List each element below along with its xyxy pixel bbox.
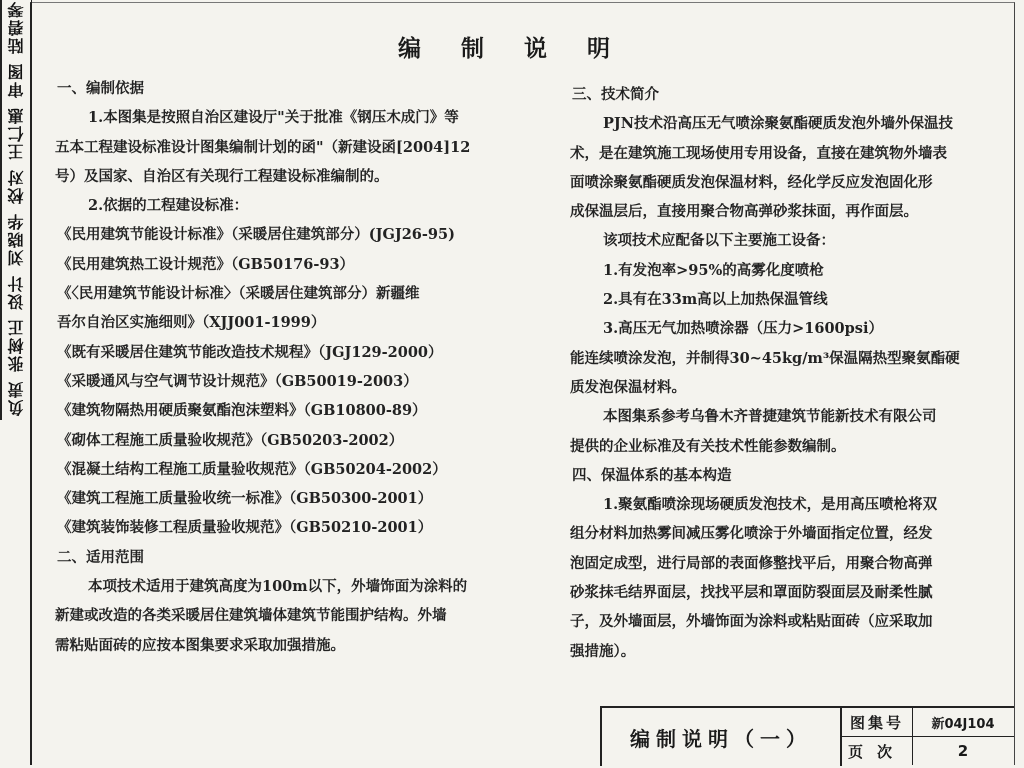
side-cell: 王仁惠 (2, 102, 32, 164)
text-line: PJN技术沿高压无气喷涂聚氨酯硬质发泡外墙外保温技 (603, 115, 954, 133)
text-line: 1.有发泡率>95%的高雾化度喷枪 (603, 261, 824, 279)
text-line: 《砌体工程施工质量验收规范》（GB50203-2002） (57, 431, 404, 449)
text-line: 提供的企业标准及有关技术性能参数编制。 (570, 437, 846, 455)
text-line: 3.高压无气加热喷涂器（压力>1600psi） (603, 320, 883, 338)
text-line: 一、编制依据 (57, 80, 144, 97)
text-line: 吾尔自治区实施细则》（XJJ001-1999） (57, 314, 326, 332)
left-column (55, 74, 510, 660)
text-line: 需粘贴面砖的应按本图集要求采取加强措施。 (55, 636, 345, 654)
title-block (600, 706, 1014, 766)
text-line: 1.聚氨酯喷涂现场硬质发泡技术，是用高压喷枪将双 (603, 496, 938, 514)
text-line: 《采暖通风与空气调节设计规范》（GB50019-2003） (57, 372, 418, 390)
text-line: 本项技术适用于建筑高度为100m以下，外墙饰面为涂料的 (88, 578, 468, 596)
text-line: 新建或改造的各类采暖居住建筑墙体建筑节能围护结构。外墙 (55, 607, 447, 625)
text-line: 术，是在建筑施工现场使用专用设备，直接在建筑物外墙表 (570, 144, 947, 162)
text-line: 本图集系参考乌鲁木齐普捷建筑节能新技术有限公司 (603, 408, 937, 426)
text-line: 《建筑装饰装修工程质量验收规范》（GB50210-2001） (57, 519, 433, 537)
text-line: 成保温层后，直接用聚合物高弹砂浆抹面，再作面层。 (570, 203, 918, 221)
text-line: 能连续喷涂发泡，并制得30~45kg/m³保温隔热型聚氨酯硬 (570, 349, 960, 367)
side-cell: 张树正 (2, 314, 32, 376)
text-line: 二、适用范围 (57, 548, 144, 566)
page-number-label: 页次 (842, 737, 913, 765)
text-line: 三、技术简介 (572, 86, 659, 103)
page-number-value: 2 (957, 742, 969, 760)
side-cell: 陆碧琴 (2, 0, 32, 58)
text-line: 《民用建筑节能设计标准》（采暖居住建筑部分）(JGJ26-95) (57, 226, 455, 244)
text-line: 号）及国家、自治区有关现行工程建设标准编制的。 (55, 167, 389, 185)
text-line: 《民用建筑热工设计规范》（GB50176-93） (57, 255, 355, 273)
text-line: 质发泡保温材料。 (570, 378, 686, 396)
side-cell: 负责 (2, 376, 32, 420)
side-cell: 刘晓华 (2, 208, 32, 270)
text-line: 2.具有在33m高以上加热保温管线 (603, 291, 828, 309)
text-line: 泡固定成型，进行局部的表面修整找平后，用聚合物高弹 (570, 554, 933, 572)
text-line: 《既有采暖居住建筑节能改造技术规程》（JGJ129-2000） (57, 343, 443, 361)
text-line: 强措施）。 (570, 642, 636, 660)
document-title: 编 制 说 明 (397, 35, 627, 62)
text-line: 1.本图集是按照自治区建设厅"关于批准《钢压木成门》等 (88, 109, 459, 127)
text-line: 《混凝土结构工程施工质量验收规范》（GB50204-2002） (57, 460, 447, 478)
side-cell: 审图 (2, 58, 32, 102)
text-line: 《建筑工程施工质量验收统一标准》（GB50300-2001） (57, 490, 433, 508)
text-line: 砂浆抹毛结界面层，找找平层和罩面防裂面层及耐柔性腻 (570, 584, 933, 602)
text-line: 子，及外墙面层，外墙饰面为涂料或粘贴面砖（应采取加 (570, 613, 933, 631)
text-line: 组分材料加热雾间减压雾化喷涂于外墙面指定位置，经发 (570, 525, 933, 543)
text-line: 《建筑物隔热用硬质聚氨酯泡沫塑料》（GB10800-89） (57, 402, 427, 420)
side-cell: 校对 (2, 164, 32, 208)
text-line: 四、保温体系的基本构造 (572, 466, 732, 484)
text-line: 2.依据的工程建设标准： (88, 197, 249, 215)
text-line: 面喷涂聚氨酯硬质发泡保温材料，经化学反应发泡固化形 (570, 173, 933, 191)
atlas-number-value: 新04J104 (913, 708, 1013, 737)
text-line: 《〈民用建筑节能设计标准〉（采暖居住建筑部分）新疆维 (57, 285, 420, 303)
atlas-number-label: 图集号 (842, 708, 913, 737)
side-cell: 设计 (2, 270, 32, 314)
signature-strip (0, 0, 32, 420)
text-line: 该项技术应配备以下主要施工设备： (603, 232, 835, 250)
text-line: 五本工程建设标准设计图集编制计划的函"（新建设函[2004]12 (55, 138, 471, 156)
right-column (570, 80, 990, 666)
drawing-name: 编制说明（一） (602, 708, 842, 766)
